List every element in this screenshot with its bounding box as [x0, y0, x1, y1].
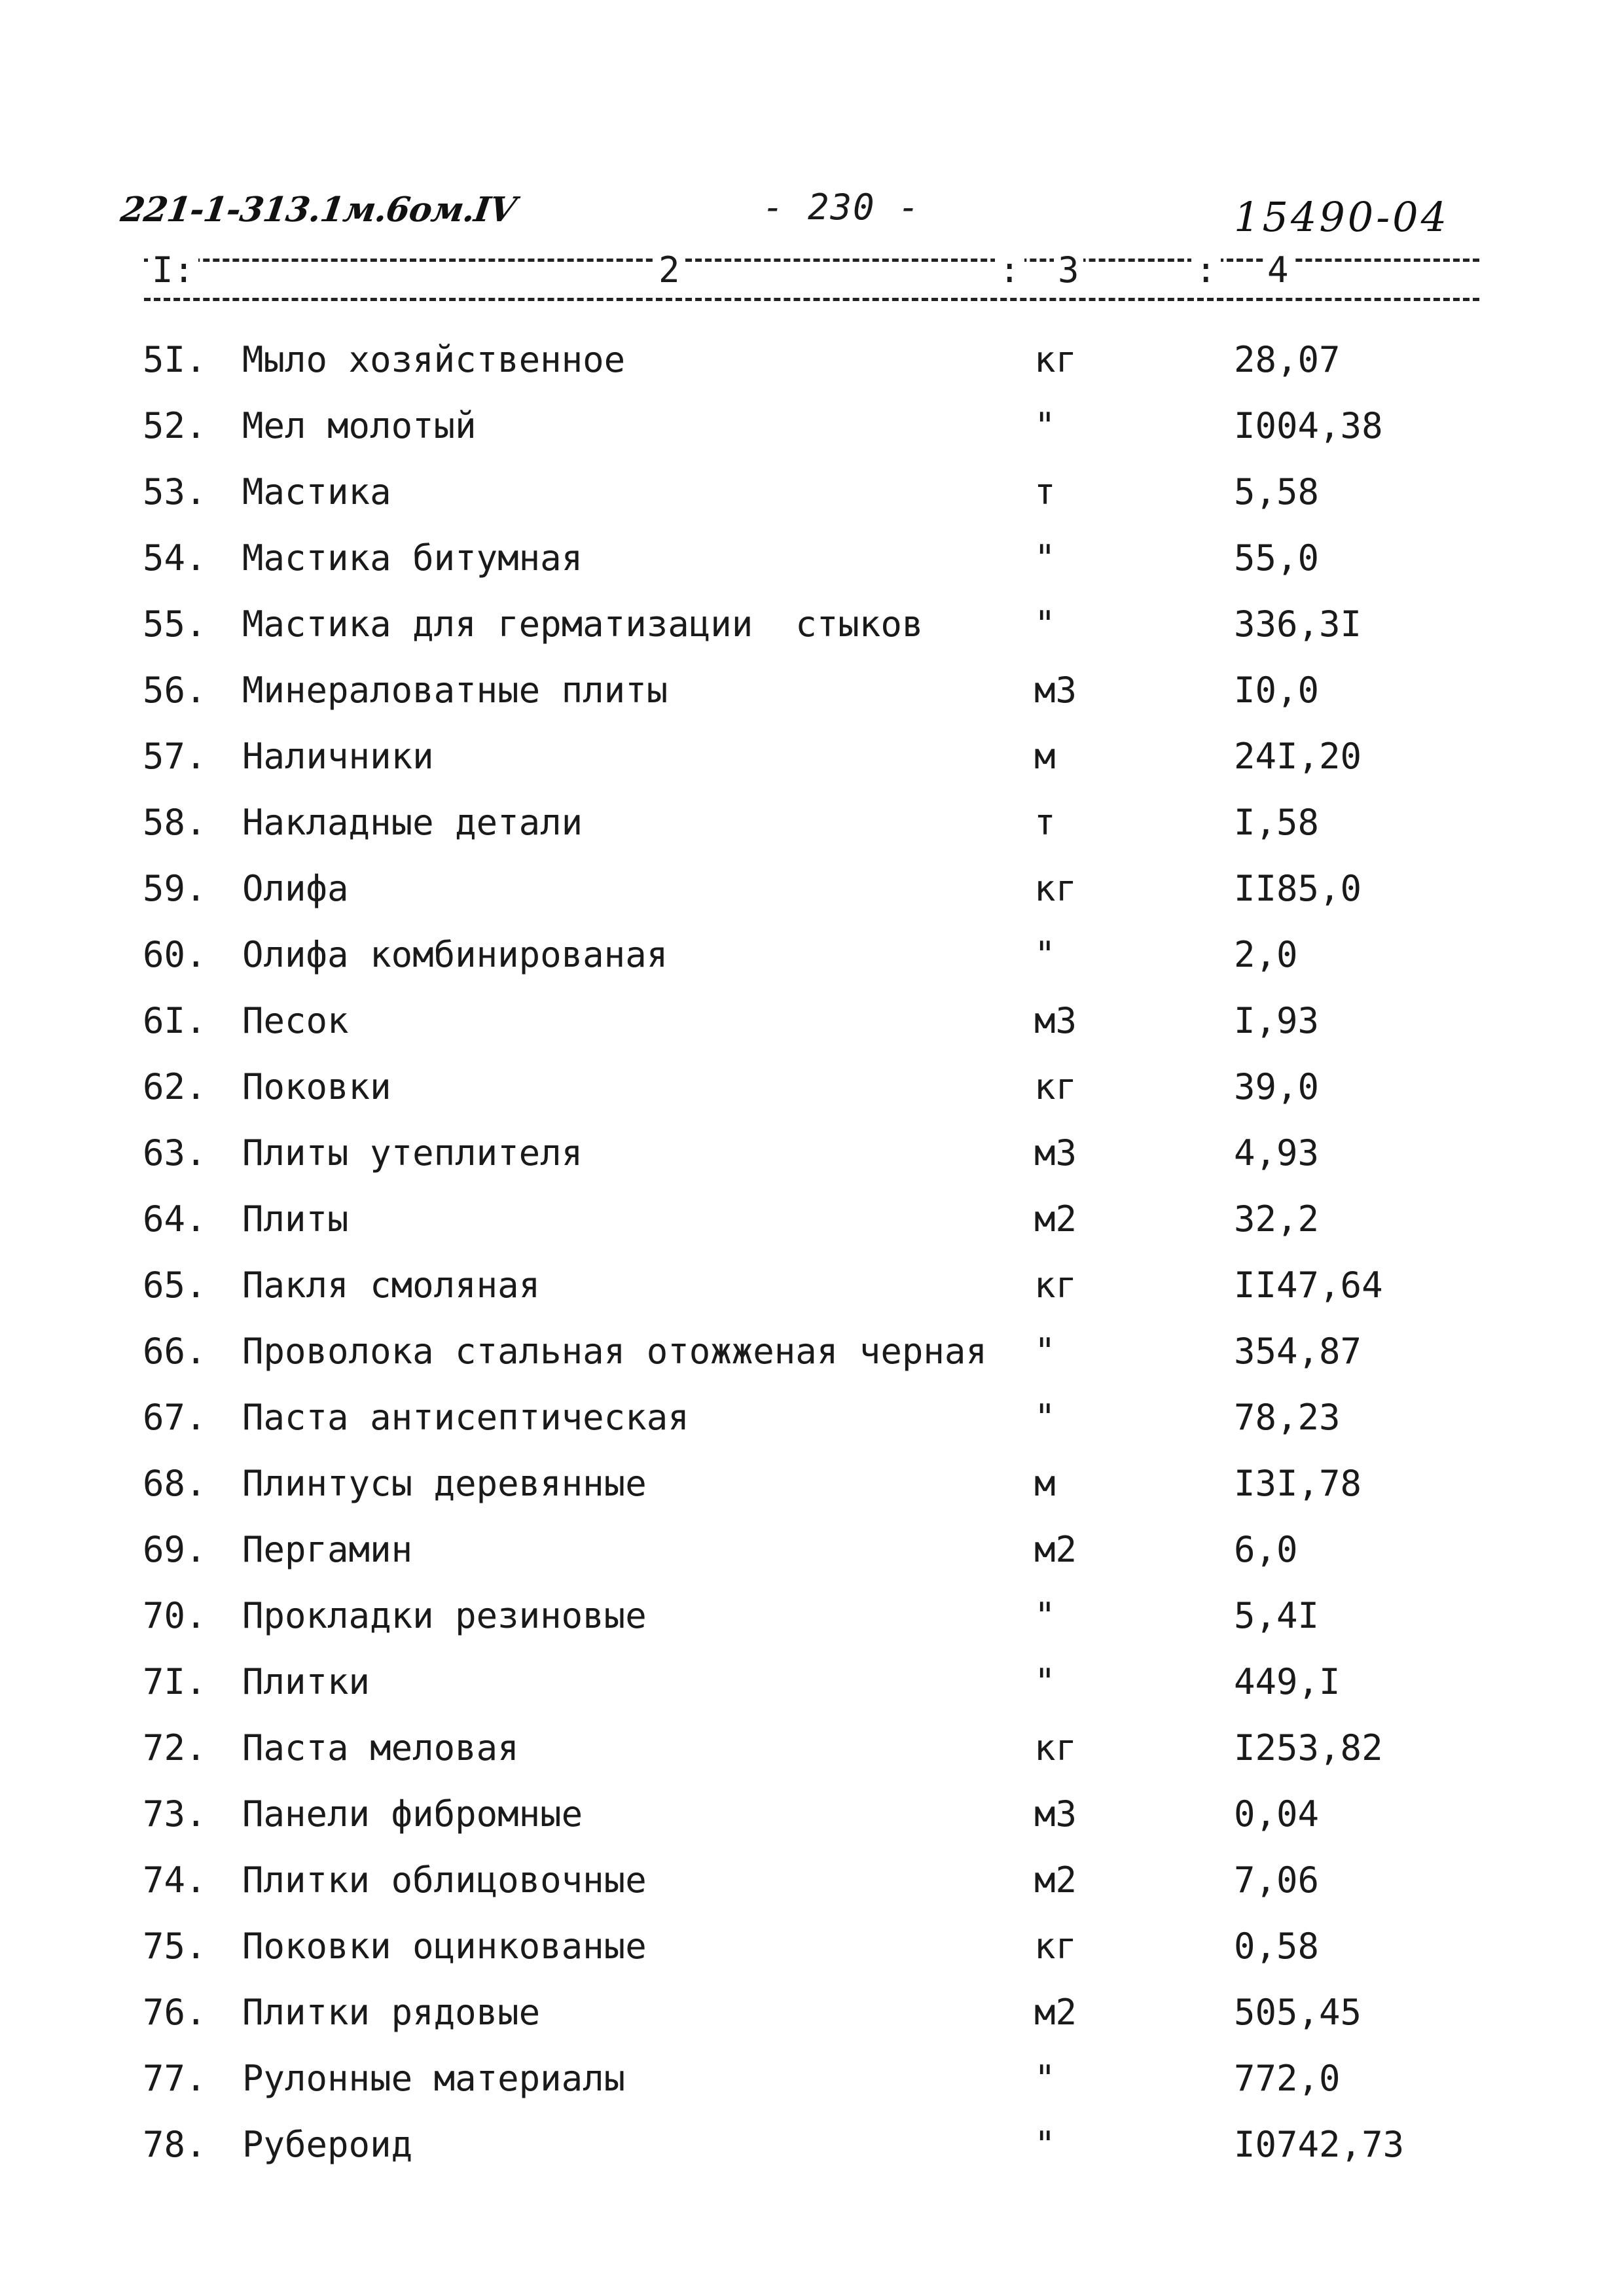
row-number: 69.	[143, 1529, 207, 1570]
unit-of-measure: м2	[1034, 1529, 1077, 1570]
unit-of-measure: м	[1034, 1463, 1056, 1504]
unit-of-measure: т	[1034, 471, 1056, 512]
quantity: 772,0	[1234, 2058, 1341, 2099]
row-number: 55.	[143, 603, 207, 645]
unit-of-measure: м	[1034, 736, 1056, 777]
table-row	[0, 327, 1624, 393]
material-name: Поковки	[242, 1066, 391, 1107]
table-row	[0, 592, 1624, 657]
unit-of-measure: "	[1034, 405, 1056, 446]
table-row	[0, 393, 1624, 459]
quantity: 354,87	[1234, 1331, 1362, 1372]
quantity: 39,0	[1234, 1066, 1320, 1107]
table-header	[144, 249, 1479, 304]
quantity: II85,0	[1234, 868, 1362, 909]
row-number: 52.	[143, 405, 207, 446]
table-row	[0, 1649, 1624, 1715]
table-row	[0, 526, 1624, 591]
material-name: Прокладки резиновые	[242, 1595, 647, 1636]
row-number: 7I.	[143, 1661, 207, 1702]
unit-of-measure: кг	[1034, 339, 1077, 380]
unit-of-measure: м2	[1034, 1198, 1077, 1240]
column-separator: :	[1191, 249, 1221, 291]
row-number: 53.	[143, 471, 207, 512]
table-row	[0, 790, 1624, 855]
material-name: Проволока стальная отожженая черная	[242, 1331, 987, 1372]
row-number: 68.	[143, 1463, 207, 1504]
material-name: Плинтусы деревянные	[242, 1463, 647, 1504]
unit-of-measure: "	[1034, 2058, 1056, 2099]
table-row	[0, 459, 1624, 525]
table-row	[0, 2112, 1624, 2178]
unit-of-measure: т	[1034, 802, 1056, 843]
column-header-2: 2	[655, 249, 684, 291]
table-row	[0, 1914, 1624, 1979]
material-name: Минераловатные плиты	[242, 670, 668, 711]
row-number: 78.	[143, 2124, 207, 2165]
quantity: 5,4I	[1234, 1595, 1320, 1636]
material-name: Рубероид	[242, 2124, 413, 2165]
table-row	[0, 1980, 1624, 2045]
unit-of-measure: кг	[1034, 1727, 1077, 1768]
material-name: Плитки облицовочные	[242, 1859, 647, 1901]
table-row	[0, 988, 1624, 1054]
table-row	[0, 1121, 1624, 1186]
quantity: 5,58	[1234, 471, 1320, 512]
material-name: Плиты утеплителя	[242, 1132, 583, 1174]
quantity: 28,07	[1234, 339, 1341, 380]
material-name: Мастика	[242, 471, 391, 512]
material-name: Пергамин	[242, 1529, 413, 1570]
quantity: I0,0	[1234, 670, 1320, 711]
quantity: 55,0	[1234, 537, 1320, 579]
unit-of-measure: кг	[1034, 1265, 1077, 1306]
unit-of-measure: кг	[1034, 1926, 1077, 1967]
quantity: I3I,78	[1234, 1463, 1362, 1504]
column-header-3: 3	[1054, 249, 1083, 291]
material-name: Мастика битумная	[242, 537, 583, 579]
row-number: 60.	[143, 934, 207, 975]
table-row	[0, 1583, 1624, 1649]
material-name: Пакля смоляная	[242, 1265, 541, 1306]
quantity: 449,I	[1234, 1661, 1341, 1702]
material-name: Мел молотый	[242, 405, 477, 446]
row-number: 74.	[143, 1859, 207, 1901]
table-row	[0, 724, 1624, 789]
material-name: Плитки	[242, 1661, 370, 1702]
row-number: 67.	[143, 1397, 207, 1438]
quantity: 0,58	[1234, 1926, 1320, 1967]
material-name: Мастика для герматизации стыков	[242, 603, 924, 645]
material-name: Олифа	[242, 868, 349, 909]
unit-of-measure: кг	[1034, 1066, 1077, 1107]
material-name: Паста антисептическая	[242, 1397, 689, 1438]
unit-of-measure: м3	[1034, 670, 1077, 711]
table-row	[0, 1253, 1624, 1318]
unit-of-measure: м2	[1034, 1859, 1077, 1901]
row-number: 57.	[143, 736, 207, 777]
header-bottom-rule	[144, 298, 1479, 301]
unit-of-measure: "	[1034, 603, 1056, 645]
row-number: 77.	[143, 2058, 207, 2099]
row-number: 58.	[143, 802, 207, 843]
row-number: 59.	[143, 868, 207, 909]
row-number: 64.	[143, 1198, 207, 1240]
column-header-1: I:	[148, 249, 198, 291]
quantity: 505,45	[1234, 1992, 1362, 2033]
unit-of-measure: м2	[1034, 1992, 1077, 2033]
row-number: 76.	[143, 1992, 207, 2033]
table-row	[0, 2046, 1624, 2111]
quantity: 32,2	[1234, 1198, 1320, 1240]
row-number: 70.	[143, 1595, 207, 1636]
unit-of-measure: кг	[1034, 868, 1077, 909]
table-row	[0, 1385, 1624, 1450]
quantity: II47,64	[1234, 1265, 1383, 1306]
quantity: I,93	[1234, 1000, 1320, 1041]
unit-of-measure: "	[1034, 1661, 1056, 1702]
quantity: I,58	[1234, 802, 1320, 843]
table-row	[0, 1319, 1624, 1384]
column-separator: :	[995, 249, 1024, 291]
material-name: Песок	[242, 1000, 349, 1041]
table-row	[0, 1054, 1624, 1120]
material-name: Рулонные материалы	[242, 2058, 626, 2099]
material-name: Олифа комбинированая	[242, 934, 668, 975]
material-name: Накладные детали	[242, 802, 583, 843]
quantity: 4,93	[1234, 1132, 1320, 1174]
unit-of-measure: "	[1034, 2124, 1056, 2165]
row-number: 54.	[143, 537, 207, 579]
quantity: 336,3I	[1234, 603, 1362, 645]
row-number: 5I.	[143, 339, 207, 380]
row-number: 56.	[143, 670, 207, 711]
material-name: Мыло хозяйственное	[242, 339, 626, 380]
row-number: 66.	[143, 1331, 207, 1372]
row-number: 72.	[143, 1727, 207, 1768]
quantity: 78,23	[1234, 1397, 1341, 1438]
row-number: 6I.	[143, 1000, 207, 1041]
quantity: 6,0	[1234, 1529, 1298, 1570]
material-name: Паста меловая	[242, 1727, 519, 1768]
unit-of-measure: "	[1034, 537, 1056, 579]
row-number: 75.	[143, 1926, 207, 1967]
material-name: Наличники	[242, 736, 434, 777]
quantity: I004,38	[1234, 405, 1383, 446]
quantity: I253,82	[1234, 1727, 1383, 1768]
unit-of-measure: м3	[1034, 1132, 1077, 1174]
quantity: 0,04	[1234, 1793, 1320, 1835]
unit-of-measure: "	[1034, 1397, 1056, 1438]
quantity: 2,0	[1234, 934, 1298, 975]
quantity: 24I,20	[1234, 736, 1362, 777]
table-row	[0, 1848, 1624, 1913]
row-number: 65.	[143, 1265, 207, 1306]
table-row	[0, 1782, 1624, 1847]
quantity: I0742,73	[1234, 2124, 1405, 2165]
table-row	[0, 1517, 1624, 1583]
unit-of-measure: м3	[1034, 1000, 1077, 1041]
registration-number-handwritten: 15490-04	[1234, 193, 1450, 241]
material-name: Плитки рядовые	[242, 1992, 541, 2033]
material-name: Плиты	[242, 1198, 349, 1240]
quantity: 7,06	[1234, 1859, 1320, 1901]
unit-of-measure: "	[1034, 1331, 1056, 1372]
row-number: 62.	[143, 1066, 207, 1107]
unit-of-measure: "	[1034, 1595, 1056, 1636]
material-name: Панели фибромные	[242, 1793, 583, 1835]
table-row	[0, 1715, 1624, 1781]
column-header-4: 4	[1263, 249, 1293, 291]
table-row	[0, 1187, 1624, 1252]
table-row	[0, 1451, 1624, 1516]
table-row	[0, 658, 1624, 723]
unit-of-measure: м3	[1034, 1793, 1077, 1835]
material-name: Поковки оцинкованые	[242, 1926, 647, 1967]
page-number: - 230 -	[763, 187, 921, 228]
row-number: 73.	[143, 1793, 207, 1835]
row-number: 63.	[143, 1132, 207, 1174]
table-row	[0, 922, 1624, 988]
document-code-handwritten: 221-1-313.1м.6ом.IV	[118, 190, 518, 230]
table-row	[0, 856, 1624, 922]
unit-of-measure: "	[1034, 934, 1056, 975]
